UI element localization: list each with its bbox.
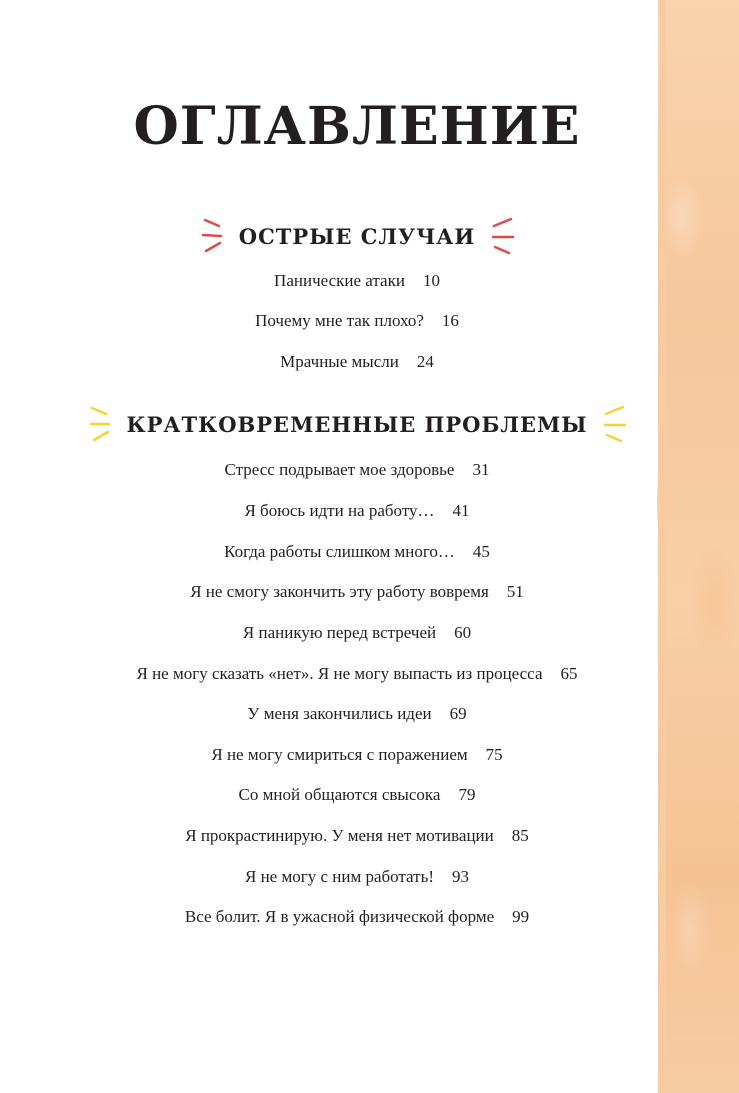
entry-title: Когда работы слишком много…: [224, 542, 455, 561]
toc-entry[interactable]: [0, 906, 714, 928]
entry-page: 99: [512, 907, 530, 926]
toc-entry[interactable]: [0, 825, 714, 847]
entry-page: 41: [452, 501, 470, 520]
red-sparkle-right-icon: [485, 214, 515, 260]
entry-title: Я не могу с ним работать!: [244, 867, 435, 886]
entry-title: Я не могу сказать «нет». Я не могу выпасть из процесса: [136, 664, 543, 683]
entry-title: Я не могу смириться с поражением: [211, 745, 468, 764]
entry-page: 60: [454, 623, 472, 642]
entry-page: 65: [560, 664, 578, 683]
toc-entry[interactable]: [0, 581, 714, 603]
entry-title: Почему мне так плохо?: [255, 311, 424, 330]
toc-entry[interactable]: [0, 500, 714, 522]
toc-entry[interactable]: [0, 270, 714, 292]
toc-entry[interactable]: [0, 622, 714, 644]
toc-entry[interactable]: [0, 310, 714, 332]
entry-title: Стресс подрывает мое здоровье: [224, 460, 455, 479]
entry-page: 10: [422, 271, 440, 290]
entry-page: 24: [416, 352, 434, 371]
section-heading-text: ОСТРЫЕ СЛУЧАИ: [238, 224, 476, 249]
entry-page: 93: [452, 867, 470, 886]
section-heading: [127, 410, 588, 440]
entry-page: 79: [458, 785, 476, 804]
red-sparkle-left-icon: [199, 214, 229, 260]
entry-page: 16: [441, 311, 459, 330]
toc-entry[interactable]: [0, 866, 714, 888]
entry-page: 31: [472, 460, 490, 479]
entry-title: Панические атаки: [274, 271, 405, 290]
entry-page: 75: [485, 745, 503, 764]
entry-title: Я прокрастинирую. У меня нет мотивации: [185, 826, 494, 845]
toc-entry[interactable]: [0, 663, 714, 685]
toc-entry[interactable]: [0, 784, 714, 806]
toc-entry[interactable]: [0, 541, 714, 563]
yellow-sparkle-right-icon: [597, 402, 627, 448]
toc-entry[interactable]: [0, 744, 714, 766]
yellow-sparkle-left-icon: [87, 402, 117, 448]
entry-page: 45: [472, 542, 490, 561]
entry-title: У меня закончились идеи: [247, 704, 432, 723]
toc-entry[interactable]: [0, 703, 714, 725]
entry-title: Я не смогу закончить эту работу вовремя: [190, 582, 489, 601]
entry-title: Мрачные мысли: [280, 352, 399, 371]
toc-entry[interactable]: [0, 351, 714, 373]
entry-page: 51: [506, 582, 524, 601]
entry-title: Все болит. Я в ужасной физической форме: [184, 907, 495, 926]
section-short-term-problems: [0, 410, 714, 440]
section-acute-cases: [0, 222, 714, 252]
section-heading-text: КРАТКОВРЕМЕННЫЕ ПРОБЛЕМЫ: [126, 412, 588, 437]
entry-title: Я боюсь идти на работу…: [244, 501, 435, 520]
entry-title: Я паникую перед встречей: [242, 623, 437, 642]
entry-title: Со мной общаются свысока: [238, 785, 441, 804]
entry-page: 85: [511, 826, 529, 845]
section-heading: [239, 222, 475, 252]
page-title: ОГЛАВЛЕНИЕ: [133, 96, 581, 157]
entry-page: 69: [449, 704, 467, 723]
toc-entry[interactable]: [0, 459, 714, 481]
